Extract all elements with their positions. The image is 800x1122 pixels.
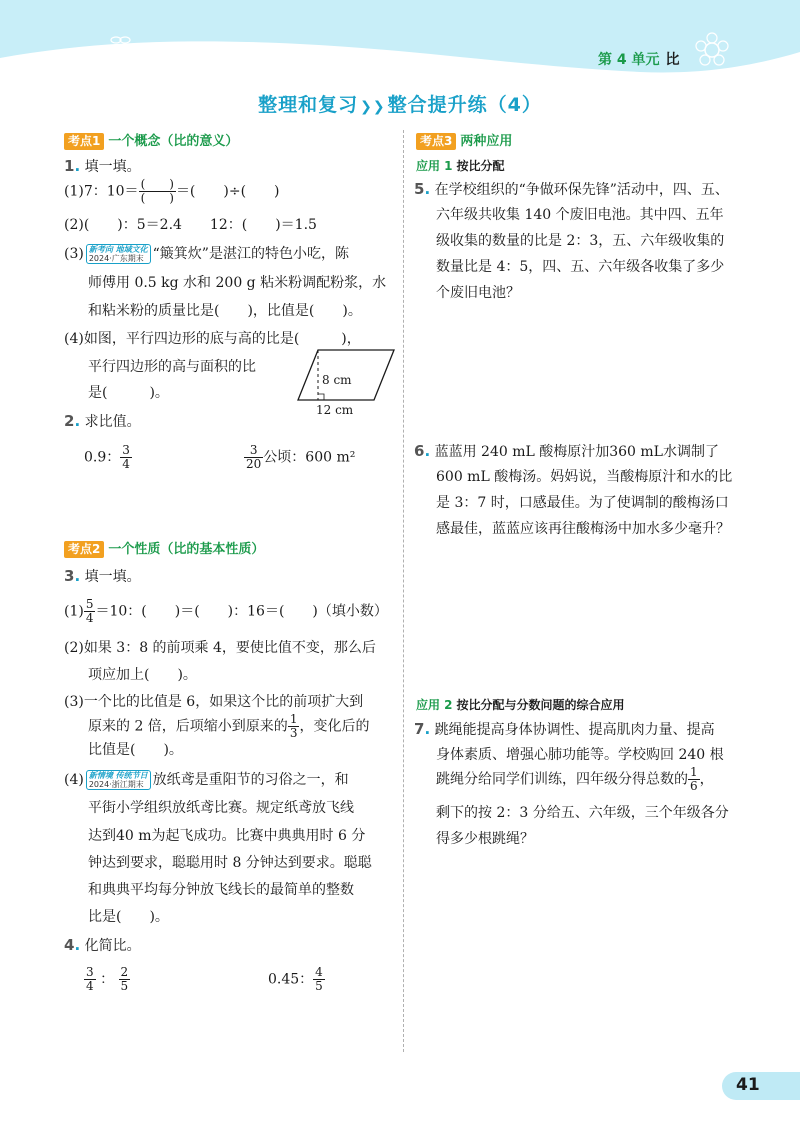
q3-part2-line2: 项应加上( )。 <box>88 667 197 683</box>
q3-part3-line2: 原来的 2 倍，后项缩小到原来的 $\frac{1}{3}$ ，变化后的 <box>88 712 370 740</box>
q3-part4-line4: 钟达到要求，聪聪用时 8 分钟达到要求。聪聪 <box>88 855 372 871</box>
q3-part3-line1: (3)一个比的比值是 6，如果这个比的前项扩大到 <box>64 694 364 710</box>
q1-blank-fraction[interactable]: $\frac{( )}{( )}$ <box>140 177 174 205</box>
q6-line4: 感最佳，蓝蓝应该再往酸梅汤中加水多少毫升？ <box>436 521 730 537</box>
q3-part3-line3: 比值是( )。 <box>88 742 183 758</box>
kd3-tag: 考点3 <box>416 133 456 150</box>
q1-part1-b: ＝( )÷( ) <box>175 183 280 200</box>
q3-part2-line1: (2)如果 3：8 的前项乘 4，要使比值不变，那么后 <box>64 640 376 656</box>
title-right: 整合提升练（4） <box>387 94 542 116</box>
q6-line2: 600 mL 酸梅汤。妈妈说，当酸梅原汁和水的比 <box>436 469 733 485</box>
q7-line4: 剩下的按 2：3 分给五、六年级，三个年级各分 <box>436 805 729 821</box>
q6-line1: 6. 蓝蓝用 240 mL 酸梅原汁加360 mL水调制了 <box>414 442 719 460</box>
q7-line5: 得多少根跳绳？ <box>436 831 534 847</box>
q7-line3: 跳绳分给同学们训练，四年级分得总数的 $\frac{1}{6}$ ， <box>436 765 714 793</box>
q2-b: $\frac{3}{20}$ 公顷：600 m² <box>246 443 356 471</box>
q1-part4-line3: 是( )。 <box>88 385 169 401</box>
q1-part4-line2: 平行四边形的高与面积的比 <box>88 359 256 375</box>
q4-number: 4. <box>64 936 81 954</box>
q7-line2: 身体素质、增强心肺功能等。学校购回 240 根 <box>436 747 724 763</box>
unit-label <box>598 49 680 69</box>
kd3-label: 两种应用 <box>460 134 513 149</box>
unit-number: 第 4 单元 <box>598 52 660 68</box>
q1-part1-a: (1)7：10＝ <box>64 183 139 200</box>
q5-line4: 数量比是 4：5，四、五、六年级各收集了多少 <box>436 259 725 275</box>
q7-line1: 7. 跳绳能提高身体协调性、提高肌肉力量、提高 <box>414 720 715 738</box>
q3-number: 3. <box>64 567 81 585</box>
q5-number: 5. <box>414 180 431 198</box>
kd2-label: 一个性质（比的基本性质） <box>108 542 265 557</box>
q1-number: 1. <box>64 157 81 175</box>
q3-part4-line2: 平街小学组织放纸鸢比赛。规定纸鸢放飞线 <box>88 800 354 816</box>
q1-part4-line1: (4)如图，平行四边形的底与高的比是( )， <box>64 331 361 347</box>
kd2-tag: 考点2 <box>64 541 104 558</box>
badge-new-context: 新情境 传统节日 2024·浙江期末 <box>86 770 151 790</box>
q3 <box>64 565 141 588</box>
q1-part3-line2: 师傅用 0.5 kg 水和 200 g 粘米粉调配粉浆，水 <box>88 275 387 291</box>
figure-height-label: 8 cm <box>322 373 352 387</box>
q5-line2: 六年级共收集 140 个废旧电池。其中四、五年 <box>436 207 724 223</box>
section-app1: 应用 1 按比分配 <box>416 159 505 173</box>
q2-number: 2. <box>64 412 81 430</box>
q7-number: 7. <box>414 720 431 738</box>
q2 <box>64 410 141 433</box>
q5-line5: 个废旧电池？ <box>436 285 520 301</box>
q3-part4-line1: (4) 新情境 传统节日 2024·浙江期末 放纸鸢是重阳节的习俗之一，和 <box>64 771 349 789</box>
kd1-tag: 考点1 <box>64 133 104 150</box>
title-left: 整理和复习 <box>258 94 359 116</box>
q1-part3-line1: (3) 新考向 地域文化 2024·广东期末 “簸箕炊”是湛江的特色小吃，陈 <box>64 245 349 263</box>
q1-part3-line3: 和粘米粉的质量比是( )，比值是( )。 <box>88 303 362 319</box>
q3-part1: (1) $\frac{5}{4}$ ＝10：( )＝( )：16＝( )（填小数） <box>64 597 388 625</box>
parallelogram-figure <box>290 342 400 418</box>
q4-lead: 化简比。 <box>84 938 141 954</box>
q6-line3: 是 3：7 时，口感最佳。为了使调制的酸梅汤口 <box>436 495 729 511</box>
q1-part1 <box>64 178 280 205</box>
q5-line3: 级收集的数量的比是 2：3，五、六年级收集的 <box>436 233 725 249</box>
q4-b: 0.45： $\frac{4}{5}$ <box>268 965 323 993</box>
section-kd2 <box>64 538 264 558</box>
q2-lead: 求比值。 <box>84 414 141 430</box>
q4 <box>64 934 141 957</box>
page-title <box>0 90 800 117</box>
q2-a: 0.9： $\frac{3}{4}$ <box>84 443 130 471</box>
q4-a: $\frac{3}{4}$ ： $\frac{2}{5}$ <box>86 965 129 993</box>
q3-part4-line3: 达到40 m为起飞成功。比赛中典典用时 6 分 <box>88 828 366 844</box>
figure-base-label: 12 cm <box>316 403 354 417</box>
double-chevron-icon: ❯❯ <box>360 99 386 115</box>
section-kd1 <box>64 130 238 150</box>
page-number-tab <box>722 1072 800 1100</box>
q6-number: 6. <box>414 442 431 460</box>
q3-part4-line6: 比是( )。 <box>88 909 169 925</box>
q5-line1: 5. 在学校组织的“争做环保先锋”活动中，四、五、 <box>414 180 729 198</box>
q3-part4-line5: 和典典平均每分钟放飞线长的最简单的整数 <box>88 882 354 898</box>
q1-lead: 填一填。 <box>84 159 141 175</box>
q1-part2: (2)( )：5＝2.4 12：( )＝1.5 <box>64 217 317 233</box>
page-number: 41 <box>736 1075 760 1095</box>
section-app2: 应用 2 按比分配与分数问题的综合应用 <box>416 698 625 712</box>
header-wave-band <box>0 0 800 78</box>
q3-lead: 填一填。 <box>84 569 141 585</box>
column-divider <box>403 130 404 1052</box>
badge-new-direction: 新考向 地域文化 2024·广东期末 <box>86 244 151 264</box>
q1 <box>64 155 141 178</box>
kd1-label: 一个概念（比的意义） <box>108 134 239 149</box>
section-kd3 <box>416 130 512 150</box>
unit-subject: 比 <box>665 52 680 68</box>
